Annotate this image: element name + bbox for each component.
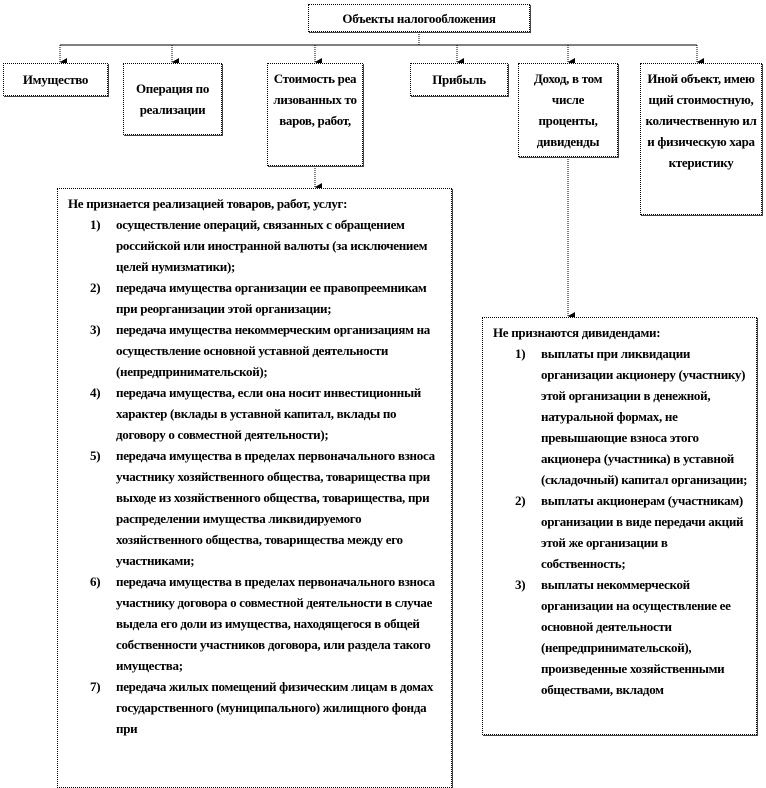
- not-sales-title: Не признается реализацией товаров, работ, услуг:: [68, 196, 348, 211]
- item-number: 5): [90, 448, 101, 463]
- item-text: выплаты при ликвидации организации акционеру (участнику) этой организации в денежной, натуральной формах, не превышающие взноса этого акционера (участника) в уставной (складочный) капитал организации;: [541, 346, 748, 487]
- item-text: выплаты акционерам (участникам) организации в виде передачи акций этой же организации в собственность;: [541, 493, 744, 571]
- node-label: Стоимость реализованных товаров, работ,: [273, 71, 357, 128]
- item-number: 7): [90, 679, 101, 694]
- item-number: 3): [515, 577, 526, 592]
- item-text: осуществление операций, связанных с обращением российской или иностранной валюты (за исключением целей нумизматики);: [116, 217, 428, 274]
- list-item: [515, 490, 750, 574]
- not-sales-list: [68, 214, 445, 739]
- node-label: Прибыль: [432, 72, 486, 87]
- node-label: Иной объект, имеющий стоимостную, количественную или физическую характеристику: [645, 71, 757, 170]
- not-dividends-title: Не признаются дивидендами:: [493, 325, 661, 340]
- node-sold-goods-value: [267, 63, 363, 166]
- node-income: [518, 63, 618, 157]
- not-dividends-list: [493, 343, 750, 700]
- item-number: 1): [515, 346, 526, 361]
- item-text: передача имущества в пределах первоначального взноса участнику договора о совместной деятельности в случае выдела его доли из имущества, находящегося в общей собственности участников договора, или раздела такого имущества;: [116, 574, 435, 673]
- root-node-taxation-objects: [308, 4, 530, 32]
- list-item: [90, 571, 445, 676]
- node-label: Операция по реализации: [135, 81, 210, 117]
- node-profit: [410, 63, 508, 96]
- not-dividends-box: [482, 317, 757, 735]
- item-number: 2): [90, 280, 101, 295]
- node-property: [3, 63, 108, 96]
- list-item: [90, 214, 445, 277]
- node-other-object: [640, 63, 762, 215]
- list-item: [515, 343, 750, 490]
- node-label: Доход, в том числе проценты, дивиденды: [533, 71, 603, 149]
- list-item: [90, 382, 445, 445]
- item-text: передача имущества организации ее правопреемникам при реорганизации этой организации;: [116, 280, 427, 316]
- item-text: передача имущества некоммерческим организациям на осуществление основной уставной деятельности (непредпринимательской);: [116, 322, 430, 379]
- item-number: 4): [90, 385, 101, 400]
- node-sales-operation: [123, 63, 222, 135]
- list-item: [515, 574, 750, 700]
- item-number: 1): [90, 217, 101, 232]
- item-text: передача имущества в пределах первоначального взноса участнику хозяйственного общества, товарищества при выходе из хозяйственного общества, товарищества, при распределении имущества ликвидируемого хозяйственного общества, товарищества между его участниками;: [116, 448, 435, 568]
- item-number: 2): [515, 493, 526, 508]
- list-item: [90, 676, 445, 739]
- item-text: передача имущества, если она носит инвестиционный характер (вклады в уставной капитал, вклады по договору о совместной деятельности);: [116, 385, 421, 442]
- item-number: 3): [90, 322, 101, 337]
- root-label: Объекты налогообложения: [342, 10, 496, 26]
- item-text: выплаты некоммерческой организации на осуществление ее основной деятельности (непредпринимательской), произведенные хозяйственными обществами, вкладом: [541, 577, 731, 697]
- node-label: Имущество: [22, 72, 89, 87]
- not-sales-box: [57, 188, 452, 788]
- item-text: передача жилых помещений физическим лицам в домах государственного (муниципального) жилищного фонда при: [116, 679, 434, 736]
- list-item: [90, 319, 445, 382]
- item-number: 6): [90, 574, 101, 589]
- list-item: [90, 445, 445, 571]
- list-item: [90, 277, 445, 319]
